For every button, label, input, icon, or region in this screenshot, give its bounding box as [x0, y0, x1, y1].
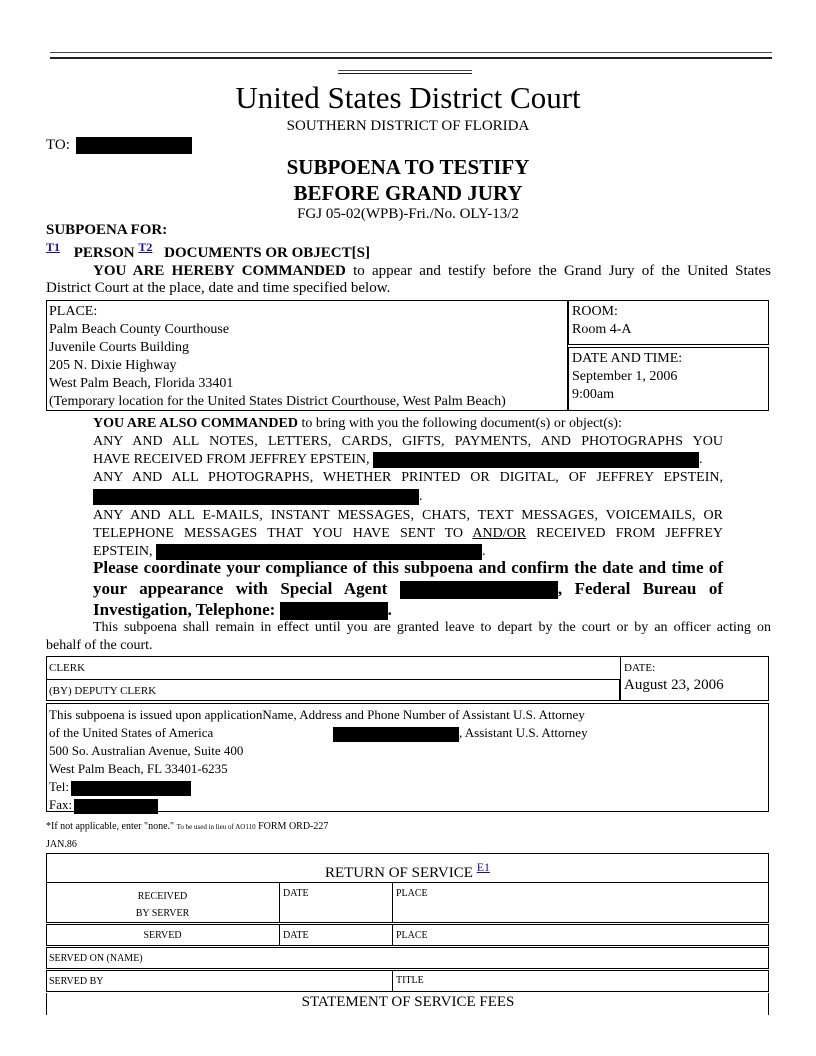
effect-line1: This subpoena shall remain in effect until you are granted leave to depart by the court or by an officer acting on	[93, 620, 771, 635]
item3-line2	[93, 525, 723, 543]
served-divider-2	[392, 924, 393, 946]
period: .	[419, 489, 423, 504]
place-line: 205 N. Dixie Highway	[49, 358, 177, 373]
served-place-label: PLACE	[396, 930, 428, 941]
to-label: TO:	[46, 137, 70, 153]
attorney-line1: This subpoena is issued upon applicationName, Address and Phone Number of Assistant U.S. Attorney	[49, 707, 585, 722]
attorney-line3: 500 So. Australian Avenue, Suite 400	[49, 743, 244, 758]
coord-text-a: your appearance with Special Agent	[93, 579, 388, 598]
item3-line1: ANY AND ALL E-MAILS, INSTANT MESSAGES, CHATS, TEXT MESSAGES, VOICEMAILS, OR	[93, 508, 723, 523]
datetime-text	[572, 350, 682, 404]
also-commanded-line	[93, 415, 723, 433]
clerk-date-label: DATE:	[624, 662, 656, 674]
item2-line1: ANY AND ALL PHOTOGRAPHS, WHETHER PRINTED OR DIGITAL, OF JEFFREY EPSTEIN,	[93, 470, 723, 485]
place-box	[46, 300, 568, 411]
period: .	[482, 544, 486, 559]
e1-link[interactable]: E1	[476, 860, 491, 874]
subpoena-title-line2: BEFORE GRAND JURY	[293, 181, 523, 205]
room-value: Room 4-A	[572, 322, 632, 337]
t2-link[interactable]: T2	[138, 240, 153, 254]
t1-link[interactable]: T1	[46, 240, 61, 254]
place-line: West Palm Beach, Florida 33401	[49, 376, 234, 391]
case-number: FGJ 05-02(WPB)-Fri./No. OLY-13/2	[297, 206, 519, 222]
period: .	[387, 600, 392, 620]
attorney-fax	[49, 796, 765, 814]
served-label: SERVED	[143, 930, 182, 941]
received-label	[46, 888, 279, 922]
subpoena-for-options	[46, 240, 370, 262]
attorney-line2b: , Assistant U.S. Attorney	[459, 725, 588, 740]
footer-note-line	[46, 821, 328, 832]
fees-title: STATEMENT OF SERVICE FEES	[301, 994, 515, 1010]
clerk-label: CLERK	[49, 662, 86, 674]
attorney-text	[49, 706, 765, 814]
attorney-line4: West Palm Beach, FL 33401-6235	[49, 761, 228, 776]
item1-line1: ANY AND ALL NOTES, LETTERS, CARDS, GIFTS, PAYMENTS, AND PHOTOGRAPHS YOU	[93, 434, 723, 449]
district-name: SOUTHERN DISTRICT OF FLORIDA	[286, 118, 530, 134]
also-bold: YOU ARE ALSO COMMANDED	[93, 416, 298, 431]
coord-line3	[93, 599, 723, 620]
commanded-rest: to appear and testify before the Grand Jury of the United States	[345, 263, 771, 279]
commanded-bold: YOU ARE HEREBY COMMANDED	[93, 263, 346, 279]
deputy-clerk-label: (BY) DEPUTY CLERK	[49, 685, 157, 697]
date-value: September 1, 2006	[572, 369, 678, 384]
redaction-fax	[74, 799, 158, 814]
short-rule	[338, 70, 472, 74]
redaction-addressee	[76, 137, 192, 154]
clerk-date-value: August 23, 2006	[624, 677, 724, 693]
effect-paragraph	[46, 619, 771, 655]
received-line2: BY SERVER	[135, 908, 190, 919]
to-line	[46, 137, 192, 154]
commanded-line1	[46, 263, 771, 280]
time-value: 9:00am	[572, 387, 614, 402]
redaction-agent-name	[400, 581, 558, 599]
footer-lieu: To be used in lieu of AO110	[176, 823, 256, 831]
and-or-underlined: AND/OR	[472, 526, 527, 541]
redaction-attorney-name	[333, 727, 459, 742]
top-rule	[50, 52, 772, 59]
place-label: PLACE:	[49, 304, 98, 319]
room-label: ROOM:	[572, 304, 618, 319]
room-text	[572, 303, 632, 339]
commanded-line2: District Court at the place, date and time specified below.	[46, 280, 391, 296]
coord-line1: Please coordinate your compliance of this subpoena and confirm the date and time of	[93, 558, 723, 577]
received-place-label: PLACE	[396, 888, 428, 899]
redaction-item1	[373, 452, 699, 468]
documents-label: DOCUMENTS OR OBJECT[S]	[164, 245, 370, 261]
coord-line2	[93, 578, 723, 599]
court-title: United States District Court	[235, 80, 581, 115]
served-by-divider	[392, 970, 393, 992]
place-line: Palm Beach County Courthouse	[49, 322, 230, 337]
return-header-row	[46, 853, 769, 883]
attorney-box	[46, 703, 769, 812]
datetime-box	[568, 347, 769, 411]
title-label: TITLE	[396, 975, 424, 986]
commanded-paragraph	[46, 263, 771, 297]
return-title: RETURN OF SERVICE	[324, 865, 473, 881]
attorney-tel	[49, 778, 765, 796]
item3-text-c: EPSTEIN,	[93, 544, 153, 559]
item2-line2	[93, 488, 723, 506]
received-date-label: DATE	[283, 888, 309, 899]
redaction-tel	[71, 781, 191, 796]
place-line: Juvenile Courts Building	[49, 340, 189, 355]
clerk-divider	[620, 656, 621, 701]
served-on-label: SERVED ON (NAME)	[49, 953, 143, 964]
coord-text-c: Investigation, Telephone:	[93, 600, 276, 620]
received-line1: RECEIVED	[137, 891, 188, 902]
item3-text-b: RECEIVED FROM JEFFREY	[526, 526, 723, 541]
item1-text: HAVE RECEIVED FROM JEFFREY EPSTEIN,	[93, 452, 370, 467]
item3-text-a: TELEPHONE MESSAGES THAT YOU HAVE SENT TO	[93, 526, 473, 541]
served-on-row	[46, 947, 769, 969]
person-label: PERSON	[73, 245, 135, 261]
tel-label: Tel:	[49, 779, 70, 794]
datetime-label: DATE AND TIME:	[572, 351, 683, 366]
place-text	[49, 303, 506, 411]
effect-line2: behalf of the court.	[46, 638, 153, 653]
room-box	[568, 300, 769, 345]
item1-line2	[93, 451, 723, 469]
received-divider-2	[392, 882, 393, 923]
redaction-telephone	[280, 602, 388, 620]
served-divider-1	[279, 924, 280, 946]
attorney-line2a: of the United States of America	[49, 725, 214, 740]
attorney-line2	[49, 724, 765, 742]
received-divider-1	[279, 882, 280, 923]
place-line: (Temporary location for the United States District Courthouse, West Palm Beach)	[49, 394, 506, 409]
redaction-item2	[93, 489, 419, 505]
subpoena-for-label: SUBPOENA FOR:	[46, 222, 168, 238]
coordinate-paragraph	[93, 557, 723, 620]
served-by-label: SERVED BY	[49, 976, 104, 987]
also-rest: to bring with you the following document(s) or object(s):	[297, 416, 622, 431]
return-title-wrap	[47, 860, 768, 882]
footer-date: JAN.86	[46, 839, 77, 850]
footer-note: *If not applicable, enter "none."	[46, 821, 175, 832]
fax-label: Fax:	[49, 797, 73, 812]
coord-text-b: , Federal Bureau of	[557, 579, 723, 598]
subpoena-title-line1: SUBPOENA TO TESTIFY	[286, 155, 530, 179]
also-commanded-section	[93, 415, 723, 561]
period: .	[699, 452, 703, 467]
served-date-label: DATE	[283, 930, 309, 941]
footer-form: FORM ORD-227	[258, 821, 329, 832]
